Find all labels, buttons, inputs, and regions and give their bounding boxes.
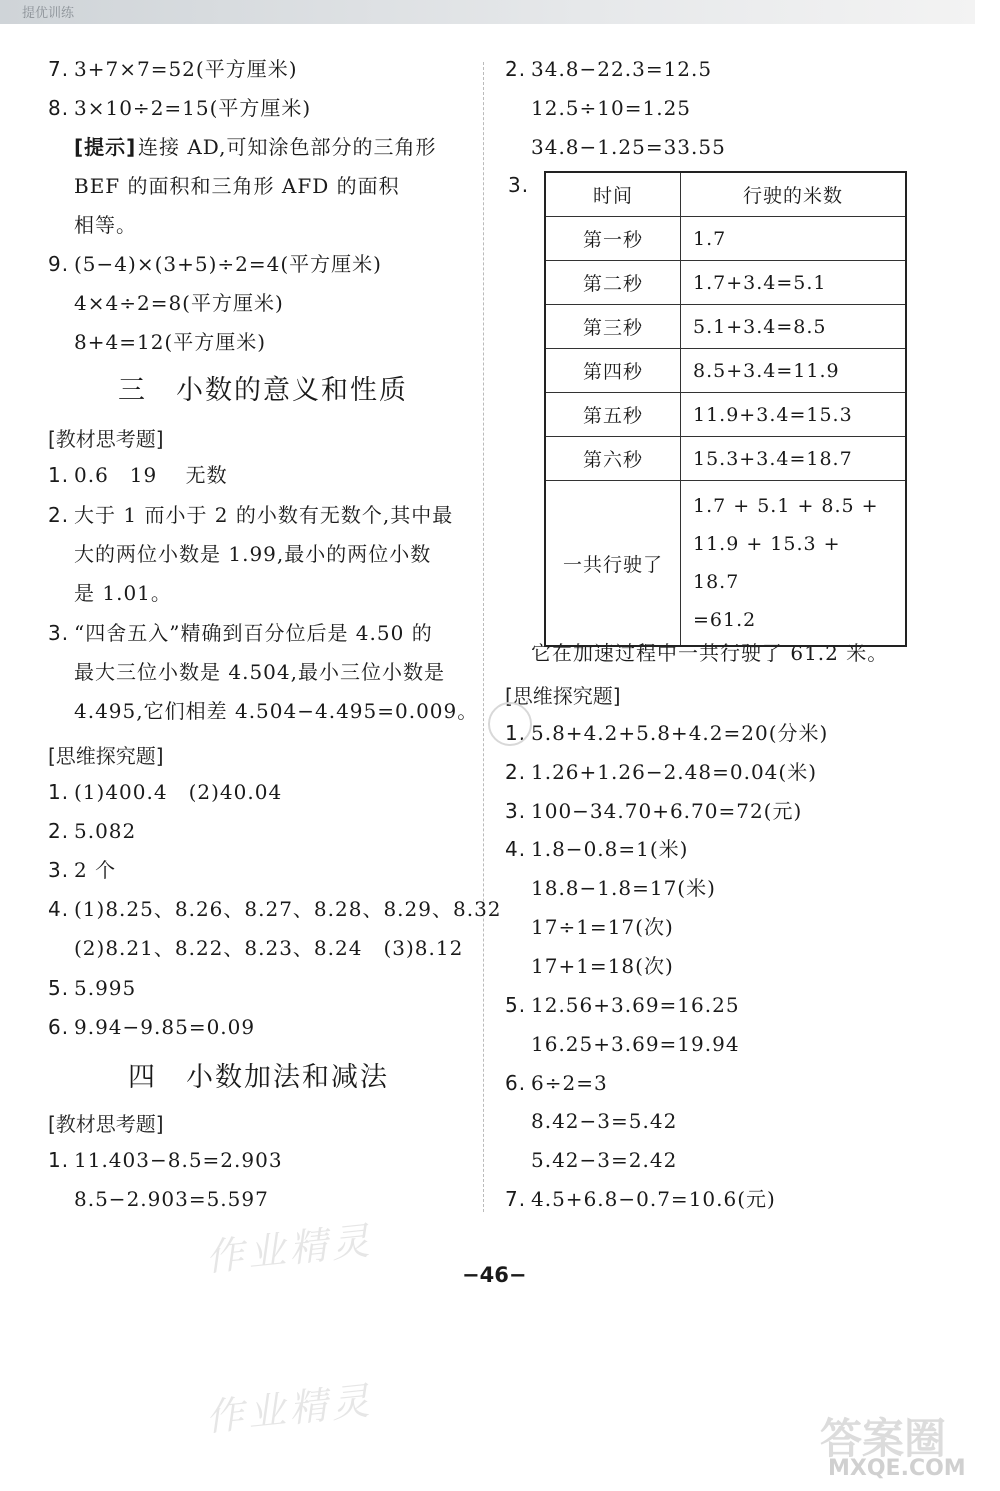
right-item-2-text: 100−34.70+6.70=72(元) bbox=[531, 799, 803, 823]
s3b-item-1-text: 5.082 bbox=[74, 819, 137, 843]
right-item-3-text: 1.8−0.8=1(米) bbox=[531, 837, 689, 861]
right-item-7-text: 12.56+3.69=16.25 bbox=[531, 993, 740, 1017]
header-bar bbox=[0, 0, 975, 24]
table-cell-distance: 8.5+3.4=11.9 bbox=[681, 349, 907, 393]
right-item-6-text: 17+1=18(次) bbox=[531, 954, 674, 978]
left-item-3-text: BEF 的面积和三角形 AFD 的面积 bbox=[74, 174, 400, 198]
table-body bbox=[545, 217, 906, 481]
left-item-7-text: 8+4=12(平方厘米) bbox=[74, 330, 267, 354]
table-cell-time: 第五秒 bbox=[545, 393, 681, 437]
right-top-item-0-number: 2. bbox=[505, 57, 527, 81]
right-item-10-text: 8.42−3=5.42 bbox=[531, 1109, 678, 1133]
s3b-item-2-text: 2 个 bbox=[74, 858, 117, 882]
s3a-item-0-number: 1. bbox=[48, 463, 70, 487]
section-3-title: 三 小数的意义和性质 bbox=[118, 375, 408, 406]
s3b-item-4-text: (2)8.21、8.22、8.23、8.24 (3)8.12 bbox=[74, 936, 464, 960]
s3a-item-4-text: “四舍五入”精确到百分位后是 4.50 的 bbox=[74, 621, 433, 645]
table-header-row bbox=[545, 172, 906, 217]
right-item-9-number: 6. bbox=[505, 1071, 527, 1095]
s3b-item-3-number: 4. bbox=[48, 897, 70, 921]
table-cell-time: 第四秒 bbox=[545, 349, 681, 393]
table-cell-distance: 1.7 bbox=[681, 217, 907, 261]
question-3-number: 3. bbox=[508, 173, 530, 197]
left-item-0-number: 7. bbox=[48, 57, 70, 81]
table-cell-time: 第六秒 bbox=[545, 437, 681, 481]
left-item-1-text: 3×10÷2=15(平方厘米) bbox=[74, 96, 312, 120]
s3b-item-5-number: 5. bbox=[48, 976, 70, 1000]
s3a-item-1-number: 2. bbox=[48, 503, 70, 527]
table-row bbox=[545, 305, 906, 349]
right-item-1-text: 1.26+1.26−2.48=0.04(米) bbox=[531, 760, 818, 784]
right-item-0-text: 5.8+4.2+5.8+4.2=20(分米) bbox=[531, 721, 829, 745]
right-item-7-number: 5. bbox=[505, 993, 527, 1017]
s4-item-0-number: 1. bbox=[48, 1148, 70, 1172]
speed-table bbox=[544, 171, 907, 647]
right-item-5-text: 17÷1=17(次) bbox=[531, 915, 674, 939]
s3b-item-1-number: 2. bbox=[48, 819, 70, 843]
page-number: −46− bbox=[462, 1263, 527, 1287]
table-header-time: 时间 bbox=[545, 172, 681, 217]
right-item-3-number: 4. bbox=[505, 837, 527, 861]
right-item-4-text: 18.8−1.8=17(米) bbox=[531, 876, 716, 900]
total-line-1: 1.7 + 5.1 + 8.5 + bbox=[693, 495, 879, 517]
s3a-item-1-text: 大于 1 而小于 2 的小数有无数个,其中最 bbox=[74, 503, 454, 527]
table-cell-distance: 15.3+3.4=18.7 bbox=[681, 437, 907, 481]
right-item-2-number: 3. bbox=[505, 799, 527, 823]
table-cell-distance: 11.9+3.4=15.3 bbox=[681, 393, 907, 437]
left-item-5-number: 9. bbox=[48, 252, 70, 276]
s4-item-1-text: 8.5−2.903=5.597 bbox=[74, 1187, 269, 1211]
s3a-item-6-text: 4.495,它们相差 4.504−4.495=0.009。 bbox=[74, 699, 479, 723]
table-header-distance: 行驶的米数 bbox=[681, 172, 907, 217]
right-item-1-number: 2. bbox=[505, 760, 527, 784]
total-line-3: =61.2 bbox=[693, 609, 757, 631]
conclusion-text: 它在加速过程中一共行驶了 61.2 米。 bbox=[531, 641, 889, 665]
total-line-2: 11.9 + 15.3 + 18.7 bbox=[693, 533, 841, 593]
column-divider bbox=[483, 62, 484, 1212]
s3b-item-6-text: 9.94−9.85=0.09 bbox=[74, 1015, 256, 1039]
s3a-item-0-text: 0.6 19 无数 bbox=[74, 463, 228, 487]
left-item-4-text: 相等。 bbox=[74, 213, 137, 237]
s4-item-0-text: 11.403−8.5=2.903 bbox=[74, 1148, 283, 1172]
s3b-item-3-text: (1)8.25、8.26、8.27、8.28、8.29、8.32 bbox=[74, 897, 502, 921]
table-cell-distance: 5.1+3.4=8.5 bbox=[681, 305, 907, 349]
right-top-item-2-text: 34.8−1.25=33.55 bbox=[531, 135, 726, 159]
header-tag: 提优训练 bbox=[22, 6, 75, 21]
right-item-12-number: 7. bbox=[505, 1187, 527, 1211]
right-top-item-1-text: 12.5÷10=1.25 bbox=[531, 96, 692, 120]
table-cell-distance: 1.7+3.4=5.1 bbox=[681, 261, 907, 305]
left-item-2-text: 连接 AD,可知涂色部分的三角形 bbox=[138, 135, 437, 159]
s3b-item-0-number: 1. bbox=[48, 780, 70, 804]
section-4-title: 四 小数加法和减法 bbox=[128, 1062, 389, 1093]
right-top-item-0-text: 34.8−22.3=12.5 bbox=[531, 57, 713, 81]
left-item-1-number: 8. bbox=[48, 96, 70, 120]
section-3-sub-1: [教材思考题] bbox=[48, 427, 164, 451]
section-3-sub-2: [思维探究题] bbox=[48, 744, 164, 768]
table-row bbox=[545, 393, 906, 437]
watermark-1: 作业精灵 bbox=[203, 1218, 376, 1280]
s3b-item-2-number: 3. bbox=[48, 858, 70, 882]
table-total-label: 一共行驶了 bbox=[545, 481, 681, 647]
s3b-item-6-number: 6. bbox=[48, 1015, 70, 1039]
right-item-9-text: 6÷2=3 bbox=[531, 1071, 608, 1095]
site-url: MXQE.COM bbox=[828, 1456, 966, 1481]
s3a-item-4-number: 3. bbox=[48, 621, 70, 645]
s3b-item-5-text: 5.995 bbox=[74, 976, 137, 1000]
table-row bbox=[545, 217, 906, 261]
table-row bbox=[545, 437, 906, 481]
table-cell-time: 第二秒 bbox=[545, 261, 681, 305]
left-item-0-text: 3+7×7=52(平方厘米) bbox=[74, 57, 298, 81]
table-total-value bbox=[681, 481, 907, 647]
watermark-2: 作业精灵 bbox=[203, 1378, 376, 1440]
table-cell-time: 第一秒 bbox=[545, 217, 681, 261]
table-total-row bbox=[545, 481, 906, 647]
stamp-mark bbox=[488, 702, 532, 746]
right-item-0-number: 1. bbox=[505, 721, 527, 745]
left-item-6-text: 4×4÷2=8(平方厘米) bbox=[74, 291, 284, 315]
s3a-item-3-text: 是 1.01。 bbox=[74, 581, 172, 605]
right-item-8-text: 16.25+3.69=19.94 bbox=[531, 1032, 740, 1056]
s3b-item-0-text: (1)400.4 (2)40.04 bbox=[74, 780, 283, 804]
site-logo: 答案圈 bbox=[820, 1414, 947, 1463]
table-row bbox=[545, 349, 906, 393]
left-item-5-text: (5−4)×(3+5)÷2=4(平方厘米) bbox=[74, 252, 382, 276]
left-item-2-hint: [提示] bbox=[74, 135, 137, 159]
s3a-item-5-text: 最大三位小数是 4.504,最小三位小数是 bbox=[74, 660, 445, 684]
section-4-sub-1: [教材思考题] bbox=[48, 1112, 164, 1136]
right-sub-title: [思维探究题] bbox=[505, 684, 621, 708]
s3a-item-2-text: 大的两位小数是 1.99,最小的两位小数 bbox=[74, 542, 432, 566]
table-row bbox=[545, 261, 906, 305]
table-cell-time: 第三秒 bbox=[545, 305, 681, 349]
right-item-11-text: 5.42−3=2.42 bbox=[531, 1148, 678, 1172]
right-item-12-text: 4.5+6.8−0.7=10.6(元) bbox=[531, 1187, 776, 1211]
